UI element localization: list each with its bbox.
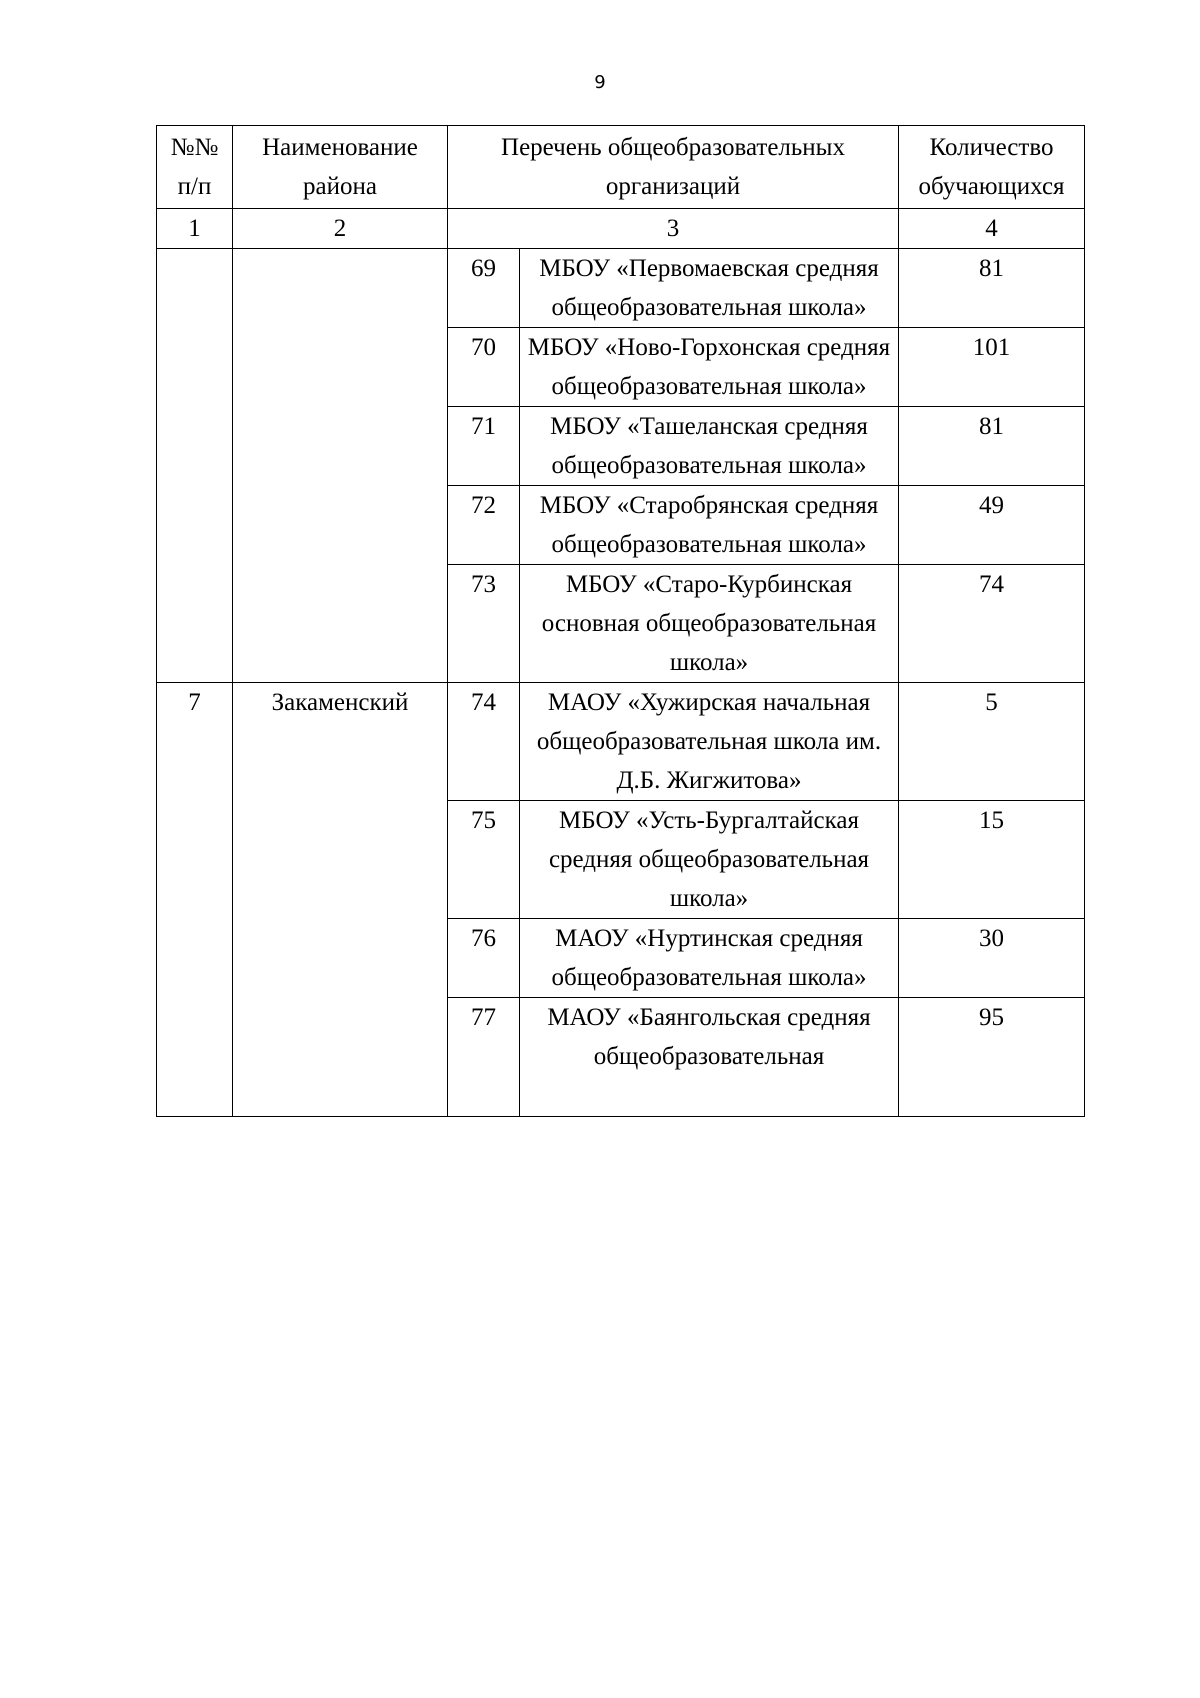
students-count: 81 [899, 249, 1085, 328]
header-organizations: Перечень общеобразовательных организаций [448, 126, 899, 209]
org-name: МБОУ «Усть-Бургалтайская средняя общеобразовательная школа» [520, 801, 899, 919]
students-count: 74 [899, 565, 1085, 683]
org-name: МАОУ «Хужирская начальная общеобразовательная школа им. Д.Б. Жигжитова» [520, 683, 899, 801]
table-header-row [157, 126, 1085, 209]
org-index: 75 [448, 801, 520, 919]
schools-table [156, 125, 1085, 1117]
org-index: 69 [448, 249, 520, 328]
students-count: 15 [899, 801, 1085, 919]
org-index: 77 [448, 998, 520, 1117]
org-index: 74 [448, 683, 520, 801]
org-name: МАОУ «Нуртинская средняя общеобразовательная школа» [520, 919, 899, 998]
column-number: 4 [899, 209, 1085, 249]
org-name: МБОУ «Ташеланская средняя общеобразовательная школа» [520, 407, 899, 486]
students-count: 101 [899, 328, 1085, 407]
header-students-count: Количество обучающихся [899, 126, 1085, 209]
district-name-cell: Закаменский [233, 683, 448, 1117]
org-name: МБОУ «Старобрянская средняя общеобразовательная школа» [520, 486, 899, 565]
students-count: 81 [899, 407, 1085, 486]
column-number: 1 [157, 209, 233, 249]
org-name: МБОУ «Первомаевская средняя общеобразовательная школа» [520, 249, 899, 328]
students-count: 95 [899, 998, 1085, 1117]
header-district: Наименование района [233, 126, 448, 209]
students-count: 5 [899, 683, 1085, 801]
org-index: 70 [448, 328, 520, 407]
column-numbers-row [157, 209, 1085, 249]
column-number: 2 [233, 209, 448, 249]
org-name: МБОУ «Ново-Горхонская средняя общеобразовательная школа» [520, 328, 899, 407]
org-index: 71 [448, 407, 520, 486]
org-index: 76 [448, 919, 520, 998]
students-count: 30 [899, 919, 1085, 998]
page-number: 9 [594, 72, 606, 93]
table-row [157, 683, 1085, 801]
org-name: МАОУ «Баянгольская средняя общеобразовательная [520, 998, 899, 1117]
district-name-cell [233, 249, 448, 683]
district-number-cell: 7 [157, 683, 233, 1117]
students-count: 49 [899, 486, 1085, 565]
org-name: МБОУ «Старо-Курбинская основная общеобразовательная школа» [520, 565, 899, 683]
org-index: 73 [448, 565, 520, 683]
org-index: 72 [448, 486, 520, 565]
district-number-cell [157, 249, 233, 683]
table-row [157, 249, 1085, 328]
header-number: №№ п/п [157, 126, 233, 209]
column-number: 3 [448, 209, 899, 249]
